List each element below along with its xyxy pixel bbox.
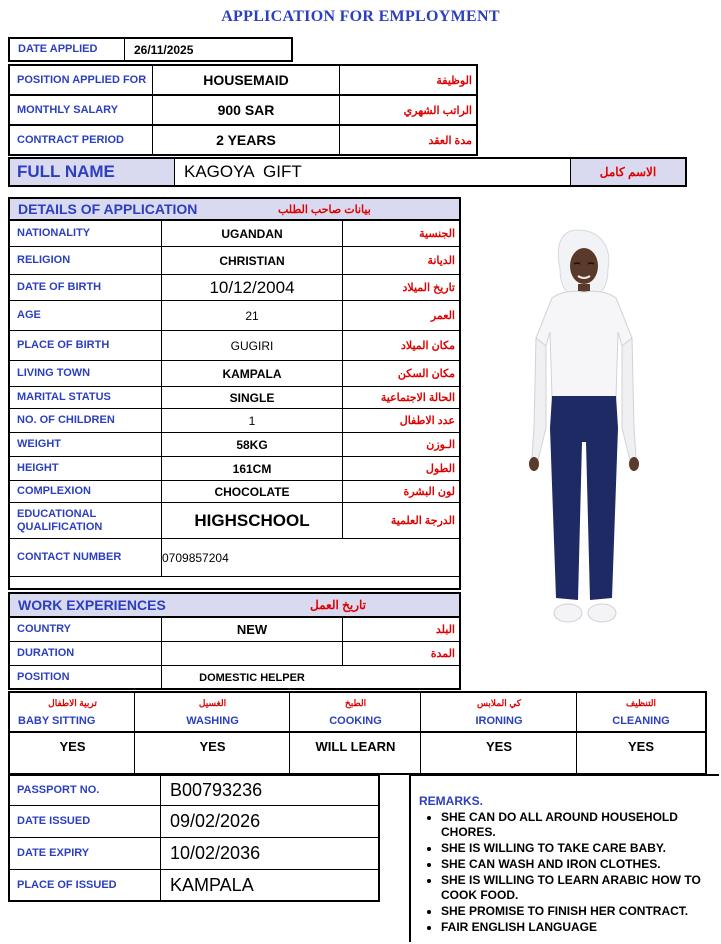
details-row: [10, 539, 459, 577]
duty-arabic: التنظيف: [625, 698, 657, 708]
passport-row-value: 09/02/2026: [170, 811, 261, 831]
work-row-label: POSITION: [17, 671, 70, 683]
top-field-value: 900 SAR: [217, 102, 275, 118]
remark-item: • SHE IS WILLING TO TAKE CARE BABY.: [441, 841, 713, 856]
details-row-value: 0709857204: [162, 550, 229, 565]
duties-header-row: [10, 693, 705, 733]
work-row-arabic: البلد: [435, 624, 455, 636]
passport-table: [8, 774, 380, 902]
duty-label: IRONING: [475, 715, 523, 727]
details-row: [10, 221, 459, 247]
duty-header-cell: [577, 693, 705, 731]
details-row-label: WEIGHT: [17, 438, 61, 450]
work-row: [10, 666, 459, 690]
duty-value: YES: [59, 739, 86, 754]
duty-value: WILL LEARN: [315, 739, 396, 754]
passport-row: [10, 870, 378, 900]
details-row: [10, 433, 459, 457]
duty-arabic: كي الملابس: [476, 698, 522, 708]
full-name-value: KAGOYA GIFT: [184, 162, 302, 181]
remarks-list: [419, 810, 713, 935]
details-row-value: UGANDAN: [221, 226, 283, 241]
details-row-arabic: مكان الميلاد: [400, 340, 455, 352]
passport-row-label: PLACE OF ISSUED: [17, 878, 117, 891]
details-row-value: KAMPALA: [222, 366, 282, 381]
details-row-arabic: العمر: [430, 310, 455, 322]
duty-header-cell: [290, 693, 421, 731]
top-field-value: 2 YEARS: [216, 132, 276, 148]
passport-row-label: DATE EXPIRY: [17, 847, 90, 859]
details-row-arabic: الجنسية: [419, 228, 455, 240]
remark-item: • SHE PROMISE TO FINISH HER CONTRACT.: [441, 904, 713, 919]
top-field-arabic: الوظيفة: [436, 74, 472, 87]
duty-label: WASHING: [186, 715, 239, 727]
details-row-arabic: الديانة: [427, 255, 455, 267]
work-row-label: DURATION: [17, 647, 75, 659]
remark-item: • SHE CAN DO ALL AROUND HOUSEHOLD CHORES.: [441, 810, 713, 840]
passport-row-value: 10/02/2036: [170, 843, 261, 863]
top-field-row: [8, 96, 478, 126]
details-header-arabic: بيانات صاحب الطلب: [278, 203, 371, 216]
full-name-row: [8, 157, 687, 187]
duty-value: YES: [485, 739, 512, 754]
duty-label: CLEANING: [612, 715, 670, 727]
details-row-value: 21: [245, 308, 259, 323]
details-row: [10, 409, 459, 433]
details-row-label: RELIGION: [17, 254, 71, 266]
top-field-row: [8, 126, 478, 156]
top-field-value: HOUSEMAID: [203, 72, 289, 88]
details-row: [10, 331, 459, 361]
date-applied-label: DATE APPLIED: [18, 43, 98, 55]
passport-row: [10, 806, 378, 838]
details-row-label: COMPLEXION: [17, 485, 91, 497]
full-name-arabic: الاسم كامل: [571, 159, 685, 185]
remarks-box: [409, 774, 719, 942]
work-row-arabic: المدة: [430, 648, 455, 660]
date-applied-row: [8, 37, 293, 62]
passport-row-label: DATE ISSUED: [17, 815, 91, 827]
top-field-arabic: مدة العقد: [428, 134, 472, 147]
duty-value: YES: [199, 739, 226, 754]
details-row-arabic: مكان السكن: [397, 368, 455, 380]
details-row-label: EDUCATIONAL QUALIFICATION: [17, 507, 103, 533]
duty-label: BABY SITTING: [18, 715, 96, 727]
work-row: [10, 618, 459, 642]
top-field-label: POSITION APPLIED FOR: [17, 73, 147, 86]
work-row-label: COUNTRY: [17, 623, 71, 635]
work-table: [8, 618, 461, 690]
work-row-value: [162, 642, 342, 665]
page-title: APPLICATION FOR EMPLOYMENT: [221, 8, 500, 25]
details-row: [10, 301, 459, 331]
details-row: [10, 387, 459, 409]
work-row-value: DOMESTIC HELPER: [199, 671, 305, 684]
details-row-value: HIGHSCHOOL: [194, 510, 310, 530]
remark-item: • FAIR ENGLISH LANGUAGE: [441, 920, 713, 935]
details-row: [10, 275, 459, 301]
top-field-row: [8, 64, 478, 96]
details-row-arabic: تاريخ الميلاد: [402, 282, 455, 294]
details-row-arabic: لون البشرة: [403, 486, 455, 498]
details-header-title: DETAILS OF APPLICATION: [18, 201, 198, 217]
details-row-label: HEIGHT: [17, 462, 59, 474]
details-row-value: 58KG: [236, 437, 268, 452]
details-row: [10, 503, 459, 539]
details-row-arabic: الـوزن: [426, 439, 455, 451]
details-row-value: GUGIRI: [230, 338, 274, 353]
details-row-label: AGE: [17, 309, 41, 321]
duty-arabic: تربية الاطفال: [48, 698, 97, 708]
duty-arabic: الغسيل: [198, 698, 227, 708]
duty-header-cell: [135, 693, 290, 731]
work-header: [8, 592, 461, 618]
details-row: [10, 247, 459, 275]
work-header-title: WORK EXPERIENCES: [18, 597, 166, 613]
passport-row: [10, 776, 378, 806]
duty-value: YES: [627, 739, 654, 754]
details-row-label: MARITAL STATUS: [17, 391, 111, 403]
work-row: [10, 642, 459, 666]
passport-row: [10, 838, 378, 870]
top-field-label: MONTHLY SALARY: [17, 103, 119, 116]
date-applied-value: 26/11/2025: [134, 42, 194, 57]
work-header-arabic: تاريخ العمل: [310, 598, 367, 612]
details-row-value: 161CM: [232, 461, 272, 476]
details-row-arabic: عدد الاطفال: [399, 415, 455, 427]
duty-label: COOKING: [329, 715, 382, 727]
passport-row-value: B00793236: [170, 780, 263, 800]
details-row: [10, 457, 459, 481]
passport-row-label: PASSPORT NO.: [17, 784, 100, 796]
details-row: [10, 361, 459, 387]
top-field-label: CONTRACT PERIOD: [17, 133, 124, 146]
details-row-value: 1: [248, 413, 256, 428]
work-row-value: NEW: [236, 622, 268, 637]
remark-item: • SHE IS WILLING TO LEARN ARABIC HOW TO COOK FOOD.: [441, 873, 713, 903]
remarks-title: REMARKS.: [419, 794, 484, 808]
duty-header-cell: [10, 693, 135, 731]
details-row-label: LIVING TOWN: [17, 367, 91, 379]
details-row-label: DATE OF BIRTH: [17, 281, 102, 293]
applicant-photo: [516, 228, 652, 640]
passport-row-value: KAMPALA: [170, 874, 254, 895]
duty-arabic: الطبخ: [344, 698, 367, 708]
details-row-label: NATIONALITY: [17, 227, 91, 239]
details-row-label: NO. OF CHILDREN: [17, 414, 115, 426]
details-row-label: PLACE OF BIRTH: [17, 339, 110, 351]
details-row: [10, 481, 459, 503]
details-row-value: SINGLE: [229, 390, 275, 405]
details-row-arabic: الطول: [425, 463, 455, 475]
duties-table: [8, 691, 707, 775]
duty-header-cell: [421, 693, 577, 731]
details-table: [8, 221, 461, 590]
top-field-arabic: الراتب الشهري: [403, 104, 472, 117]
full-name-label: FULL NAME: [10, 159, 174, 185]
details-row-arabic: الحالة الاجتماعية: [380, 392, 455, 404]
top-fields: [8, 64, 478, 156]
details-row-arabic: الدرجة العلمية: [390, 515, 455, 527]
details-row-value: 10/12/2004: [209, 277, 295, 297]
details-header: [8, 197, 461, 221]
duties-values-row: [10, 733, 705, 773]
remark-item: • SHE CAN WASH AND IRON CLOTHES.: [441, 857, 713, 872]
details-row-value: CHOCOLATE: [214, 484, 290, 499]
details-row-value: CHRISTIAN: [219, 253, 285, 268]
details-row-label: CONTACT NUMBER: [17, 551, 122, 563]
